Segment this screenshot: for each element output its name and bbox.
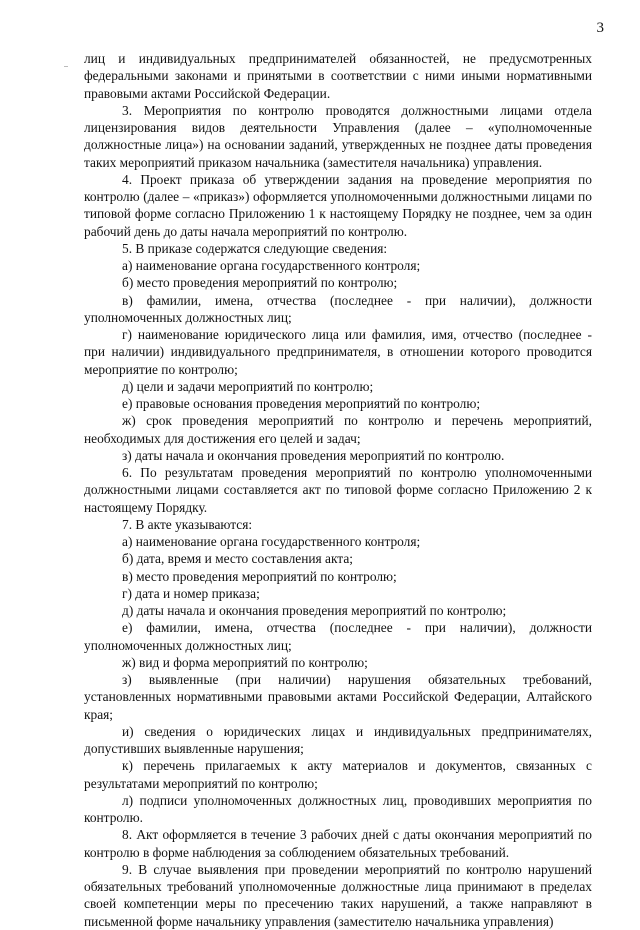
list-item-7zh: ж) вид и форма мероприятий по контролю; xyxy=(122,654,368,670)
list-item-5a: а) наименование органа государственного контроля; xyxy=(122,258,421,273)
list-item-5d: д) цели и задачи мероприятий по контролю; xyxy=(122,378,374,394)
list-item-7z: з) выявленные (при наличии) нарушения обязательных требований, установленных нормативными правовыми актами Российской Федерации, Алтайского края; xyxy=(84,672,592,722)
page-number: 3 xyxy=(596,20,604,36)
list-item-7e: е) фамилии, имена, отчества (последнее - при наличии), должности уполномоченных должностных лиц; xyxy=(84,620,592,653)
list-item-5e: е) правовые основания проведения мероприятий по контролю; xyxy=(122,396,481,411)
paragraph-item-8: 8. Акт оформляется в течение 3 рабочих дней с даты окончания мероприятий по контролю в форме наблюдения за соблюдением обязательных требований. xyxy=(84,827,592,860)
paragraph-item-6: 6. По результатам проведения мероприятий по контролю уполномоченными должностными лицами составляется акт по типовой форме согласно Приложению 2 к настоящему Порядку. xyxy=(84,465,592,515)
list-item-5z: з) даты начала и окончания проведения мероприятий по контролю. xyxy=(122,447,505,463)
list-item-7a: а) наименование органа государственного контроля; xyxy=(122,534,421,549)
paragraph-continuation: лиц и индивидуальных предпринимателей обязанностей, не предусмотренных федеральными законами и принятыми в соответствии с ними иными нормативными правовыми актами Российской Федерации. xyxy=(84,51,592,101)
list-item-7b: б) дата, время и место составления акта; xyxy=(122,551,353,567)
scan-artifact xyxy=(64,66,68,67)
paragraph-item-4: 4. Проект приказа об утверждении задания на проведение мероприятия по контролю (далее – «приказ») оформляется уполномоченными должностными лицами по типовой форме согласно Приложению 1 к настоящему Порядку не позднее, чем за один рабочий день до даты начала мероприятий по контролю. xyxy=(84,171,592,239)
document-body xyxy=(84,50,592,930)
list-item-5zh: ж) срок проведения мероприятий по контролю и перечень мероприятий, необходимых для достижения его целей и задач; xyxy=(84,413,592,446)
paragraph-item-9: 9. В случае выявления при проведении мероприятий по контролю нарушений обязательных требований уполномоченные должностные лица принимают в пределах своей компетенции меры по пресечению таких нарушений, а также направляют в письменной форме начальнику управления (заместителю начальника управления) xyxy=(84,861,592,929)
list-item-7v: в) место проведения мероприятий по контролю; xyxy=(122,568,397,584)
list-item-7d: д) даты начала и окончания проведения мероприятий по контролю; xyxy=(122,603,507,618)
list-item-7i: и) сведения о юридических лицах и индивидуальных предпринимателях, допустивших выявленные нарушения; xyxy=(84,723,592,756)
list-item-5g: г) наименование юридического лица или фамилия, имя, отчество (последнее - при наличии) индивидуального предпринимателя, в отношении которого проводится мероприятие по контролю; xyxy=(84,327,592,377)
paragraph-item-7: 7. В акте указываются: xyxy=(122,516,253,532)
list-item-5b: б) место проведения мероприятий по контролю; xyxy=(122,275,398,291)
list-item-7k: к) перечень прилагаемых к акту материалов и документов, связанных с результатами мероприятий по контролю; xyxy=(84,758,592,791)
list-item-5v: в) фамилии, имена, отчества (последнее - при наличии), должности уполномоченных должностных лиц; xyxy=(84,292,592,325)
list-item-7l: л) подписи уполномоченных должностных лиц, проводивших мероприятия по контролю. xyxy=(84,792,592,825)
paragraph-item-3: 3. Мероприятия по контролю проводятся должностными лицами отдела лицензирования видов деятельности Управления (далее – «уполномоченные должностные лица») на основании заданий, утвержденных не позднее даты проведения таких мероприятий приказом начальника (заместителя начальника) управления. xyxy=(84,102,592,170)
list-item-7g: г) дата и номер приказа; xyxy=(122,585,260,601)
paragraph-item-5: 5. В приказе содержатся следующие сведения: xyxy=(122,240,388,256)
